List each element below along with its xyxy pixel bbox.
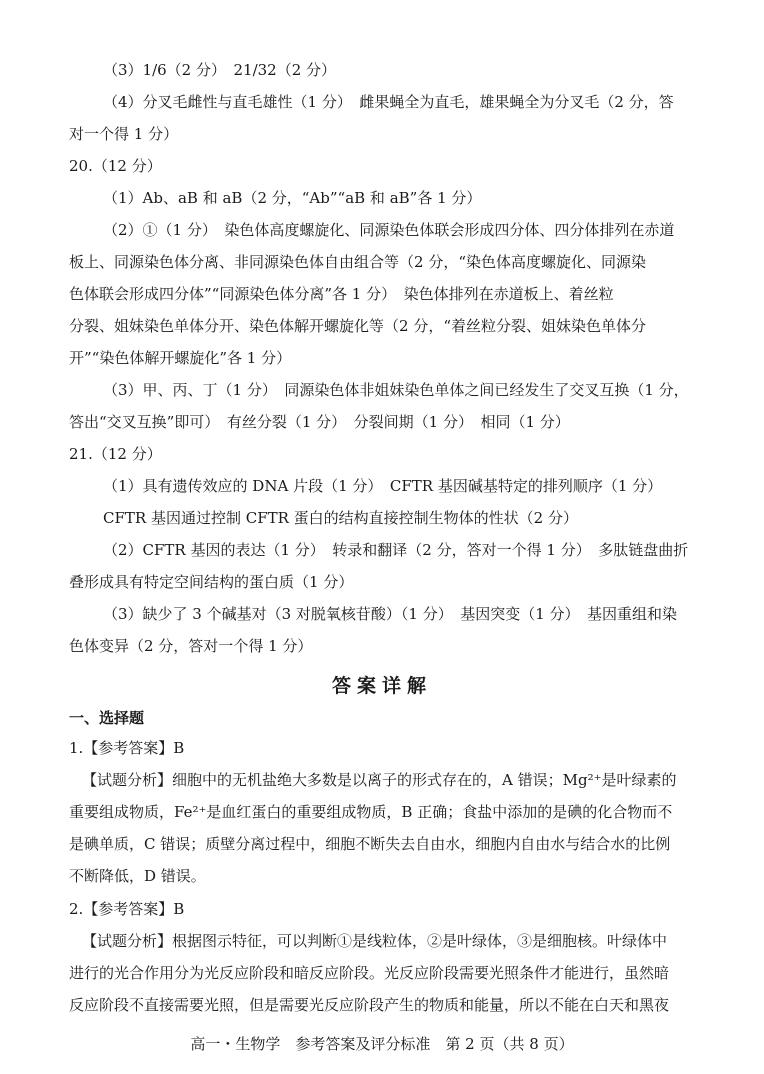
explain-line: 重要组成物质，Fe²⁺是血红蛋白的重要组成物质，B 正确；食盐中添加的是碘的化合物而不 bbox=[69, 803, 673, 821]
answer-line: （3）甲、丙、丁（1 分） 同源染色体非姐妹染色单体之间已经发生了交叉互换（1 分， bbox=[103, 381, 689, 399]
page-title: 答案详解 bbox=[331, 675, 432, 697]
explain-line: 【试题分析】根据图示特征，可以判断①是线粒体，②是叶绿体，③是细胞核。叶绿体中 bbox=[82, 932, 668, 950]
answer-line: 板上、同源染色体分离、非同源染色体自由组合等（2 分，“染色体高度螺旋化、同源染 bbox=[69, 253, 646, 271]
explain-line: 进行的光合作用分为光反应阶段和暗反应阶段。光反应阶段需要光照条件才能进行，虽然暗 bbox=[69, 964, 670, 982]
answer-line: （1）Ab、aB 和 aB（2 分，“Ab”“aB 和 aB”各 1 分） bbox=[103, 189, 482, 207]
answer-line: （2）①（1 分） 染色体高度螺旋化、同源染色体联会形成四分体、四分体排列在赤道 bbox=[103, 221, 675, 239]
answer-line: 叠形成具有特定空间结构的蛋白质（1 分） bbox=[69, 573, 354, 591]
answer-line: （3）1/6（2 分） 21/32（2 分） bbox=[103, 61, 337, 79]
answer-line: 色体联会形成四分体”“同源染色体分离”各 1 分） 染色体排列在赤道板上、着丝粒 bbox=[69, 285, 614, 303]
explain-line: 2.【参考答案】B bbox=[69, 900, 185, 918]
answer-line: （1）具有遗传效应的 DNA 片段（1 分） CFTR 基因碱基特定的排列顺序（1 分） bbox=[103, 477, 663, 495]
section-heading: 一、选择题 bbox=[69, 709, 145, 727]
question-number: 21.（12 分） bbox=[69, 445, 162, 463]
answer-line: 对一个得 1 分） bbox=[69, 125, 179, 143]
explain-line: 反应阶段不直接需要光照，但是需要光反应阶段产生的物质和能量，所以不能在白天和黑夜 bbox=[69, 996, 670, 1014]
answer-line: （4）分叉毛雌性与直毛雄性（1 分） 雌果蝇全为直毛，雄果蝇全为分叉毛（2 分，答 bbox=[103, 93, 674, 111]
explain-line: 【试题分析】细胞中的无机盐绝大多数是以离子的形式存在的，A 错误；Mg²⁺是叶绿素的 bbox=[82, 771, 677, 789]
page-footer: 高一・生物学 参考答案及评分标准 第 2 页（共 8 页） bbox=[190, 1035, 574, 1053]
answer-line: （3）缺少了 3 个碱基对（3 对脱氧核苷酸）（1 分） 基因突变（1 分） 基因重组和染 bbox=[103, 605, 678, 623]
explain-line: 1.【参考答案】B bbox=[69, 739, 185, 757]
answer-line: （2）CFTR 基因的表达（1 分） 转录和翻译（2 分，答对一个得 1 分） 多肽链盘曲折 bbox=[103, 541, 689, 559]
answer-line: 分裂、姐妹染色单体分开、染色体解开螺旋化等（2 分，“着丝粒分裂、姐妹染色单体分 bbox=[69, 317, 646, 335]
answer-line: 答出“交叉互换”即可） 有丝分裂（1 分） 分裂间期（1 分） 相同（1 分） bbox=[69, 413, 570, 431]
answer-line: 色体变异（2 分，答对一个得 1 分） bbox=[69, 637, 313, 655]
answer-line: 开”“染色体解开螺旋化”各 1 分） bbox=[69, 349, 292, 367]
question-number: 20.（12 分） bbox=[69, 157, 162, 175]
explain-line: 是碘单质，C 错误；质壁分离过程中，细胞不断失去自由水，细胞内自由水与结合水的比例 bbox=[69, 835, 671, 853]
explain-line: 不断降低，D 错误。 bbox=[69, 867, 206, 885]
answer-line: CFTR 基因通过控制 CFTR 蛋白的结构直接控制生物体的性状（2 分） bbox=[103, 509, 578, 527]
